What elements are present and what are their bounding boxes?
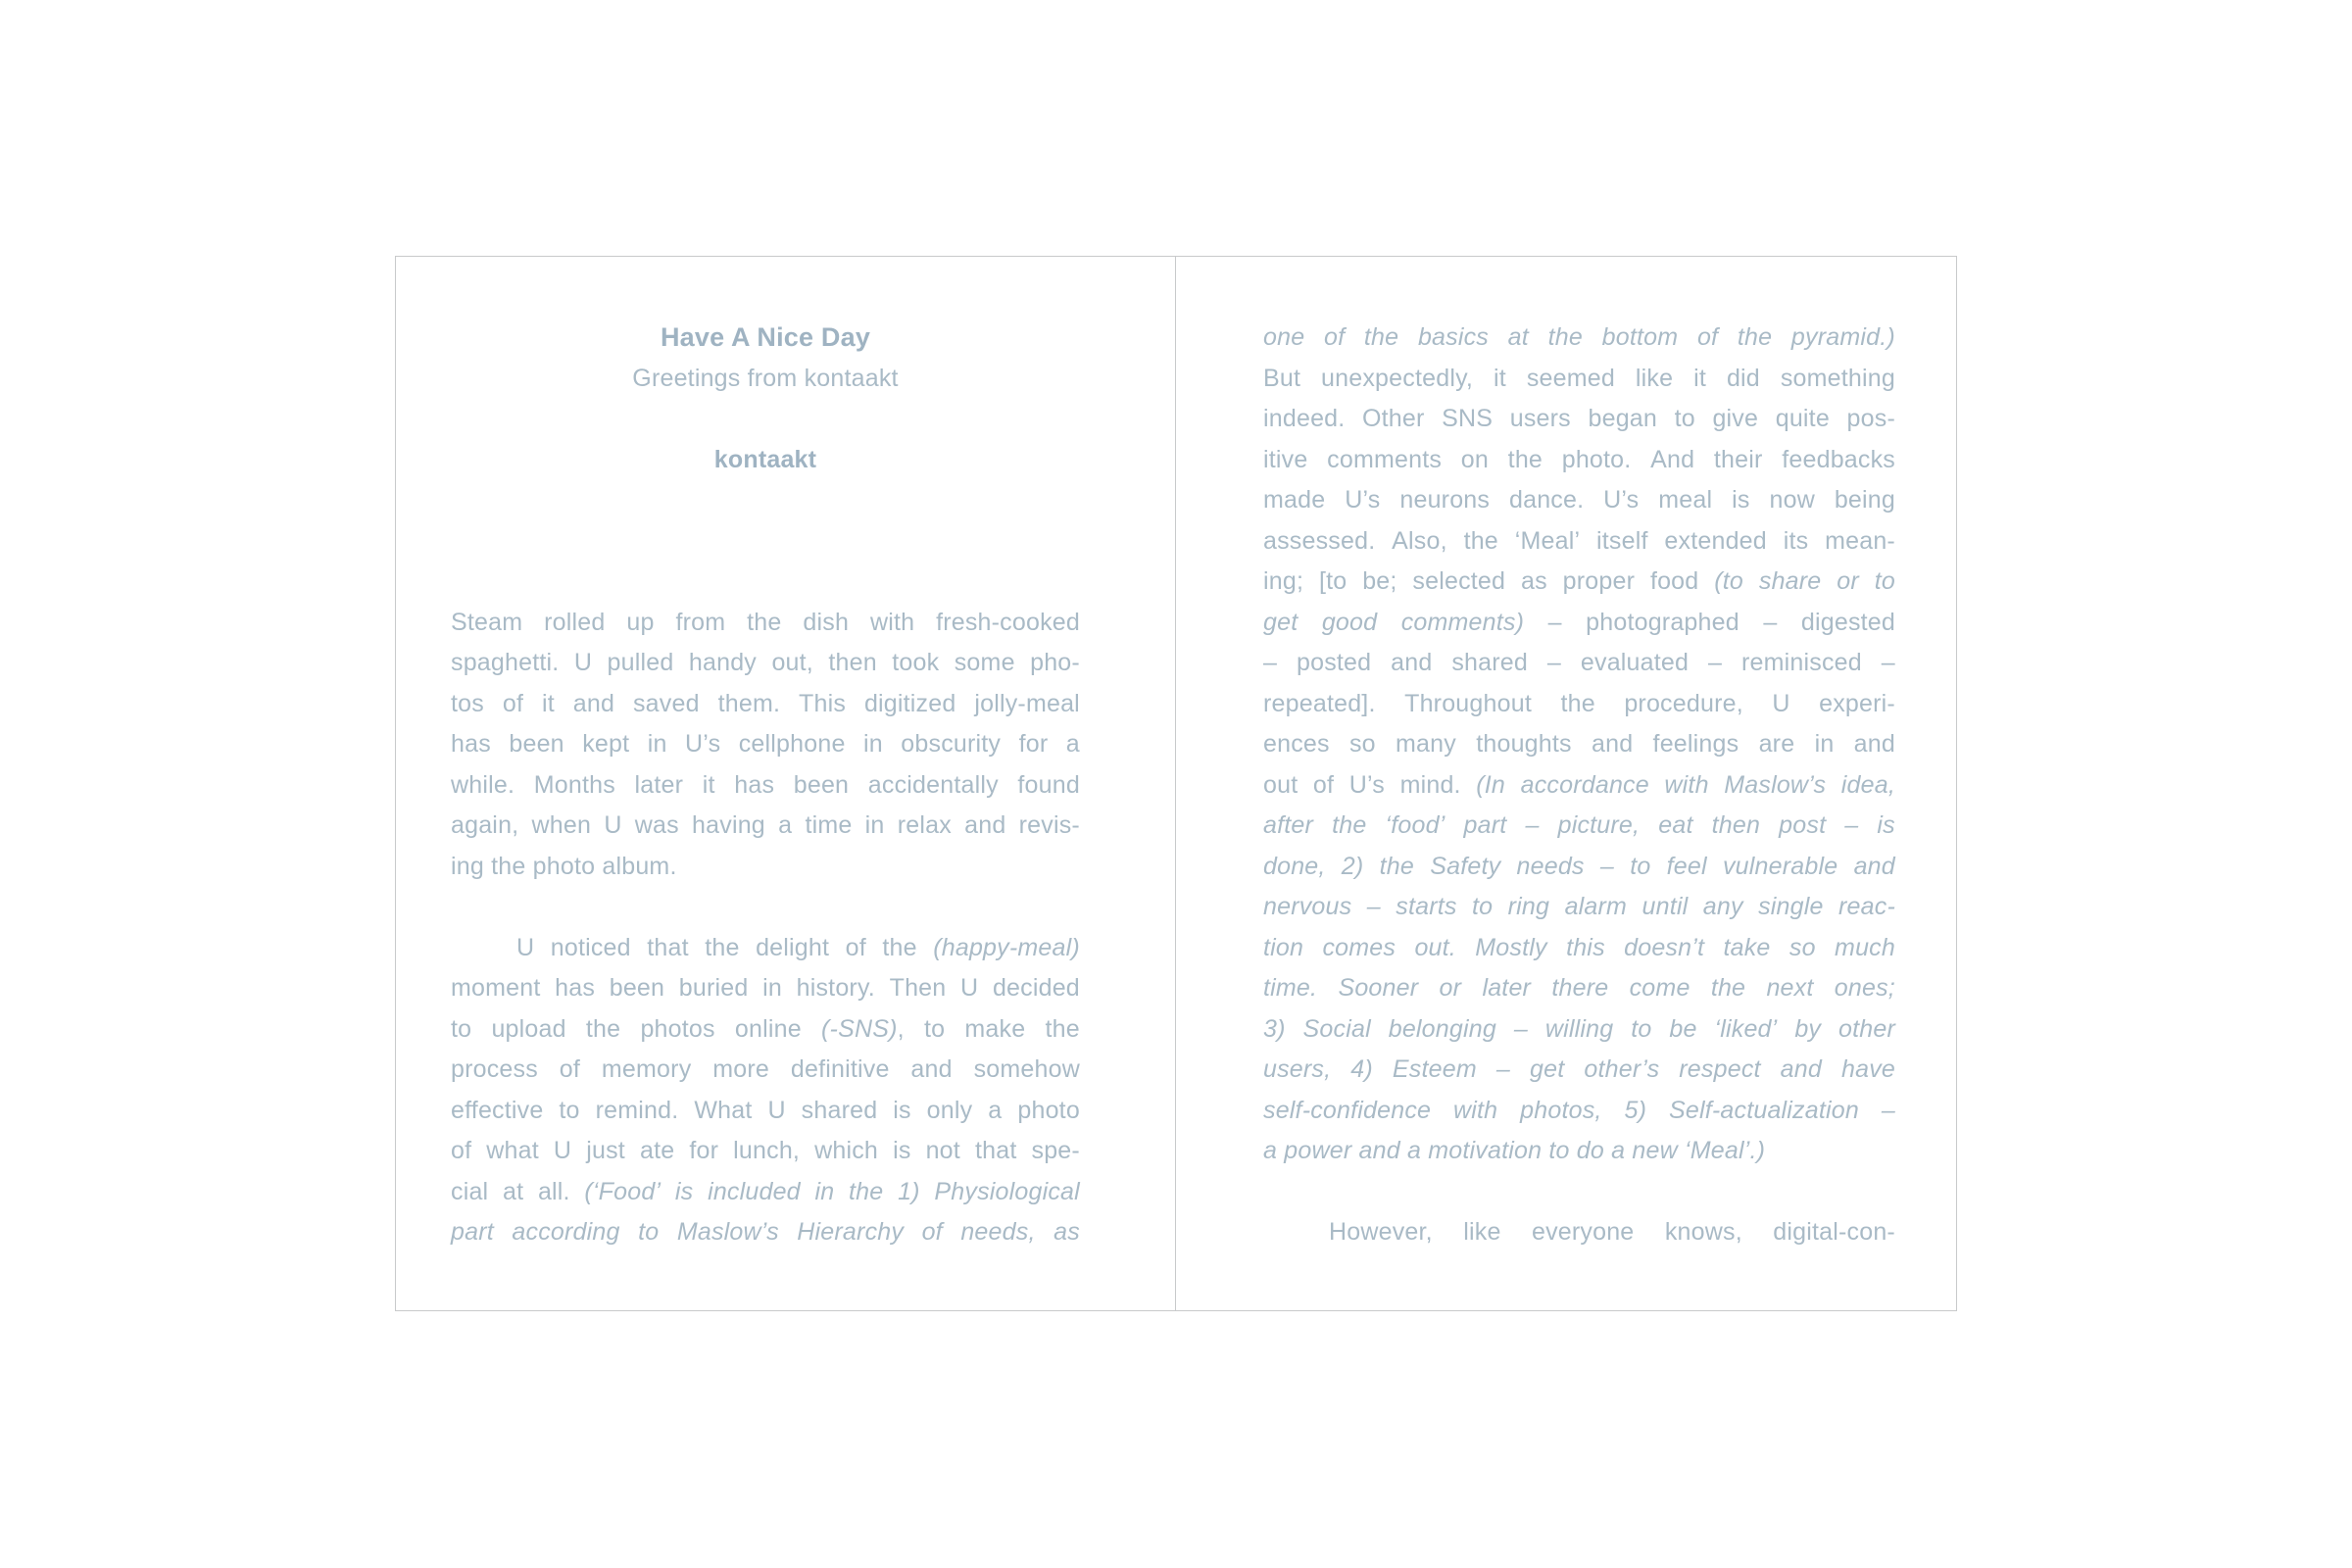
text-line: while. Months later it has been accidentally found (451, 770, 1080, 799)
text-line: ences so many thoughts and feelings are in and (1263, 730, 1895, 758)
right-page-content (1176, 257, 1956, 1310)
text-line: assessed. Also, the ‘Meal’ itself extended its mean- (1263, 526, 1895, 555)
text-line: tos of it and saved them. This digitized jolly-meal (451, 689, 1080, 717)
text-line: users, 4) Esteem – get other’s respect and have (1263, 1055, 1895, 1083)
text-line: However, like everyone knows, digital-con- (1329, 1218, 1895, 1246)
text-line: out of U’s mind. (In accordance with Maslow’s idea, (1263, 770, 1895, 799)
text-line: after the ‘food’ part – picture, eat then post – is (1263, 811, 1895, 839)
paragraph (1263, 1212, 1895, 1253)
text-line: one of the basics at the bottom of the pyramid.) (1263, 323, 1895, 351)
chapter-header (451, 318, 1080, 480)
text-line: part according to Maslow’s Hierarchy of needs, as (451, 1218, 1080, 1246)
text-line: U noticed that the delight of the (happy-meal) (516, 933, 1080, 961)
text-line: moment has been buried in history. Then U decided (451, 974, 1080, 1002)
paragraph (451, 603, 1080, 888)
left-page-body (451, 603, 1080, 1253)
text-line: get good comments) – photographed – digested (1263, 608, 1895, 636)
left-page-content (396, 257, 1175, 1310)
text-line: self-confidence with photos, 5) Self-actualization – (1263, 1096, 1895, 1124)
page-title: Have A Nice Day (660, 322, 871, 352)
text-line: cial at all. (‘Food’ is included in the 1) Physiological (451, 1177, 1080, 1205)
text-line: nervous – starts to ring alarm until any single reac- (1263, 893, 1895, 920)
text-line: process of memory more definitive and somehow (451, 1055, 1080, 1083)
text-line: ing; [to be; selected as proper food (to share or to (1263, 567, 1895, 595)
text-line: effective to remind. What U shared is only a photo (451, 1096, 1080, 1124)
text-line: spaghetti. U pulled handy out, then took some pho- (451, 649, 1080, 676)
text-line: of what U just ate for lunch, which is not that spe- (451, 1137, 1080, 1164)
text-line: But unexpectedly, it seemed like it did something (1263, 364, 1895, 392)
right-page (1176, 256, 1957, 1311)
paragraph (1263, 318, 1895, 1172)
text-line: indeed. Other SNS users began to give quite pos- (1263, 405, 1895, 432)
text-line: 3) Social belonging – willing to be ‘liked’ by other (1263, 1014, 1895, 1043)
author-name: kontaakt (713, 445, 817, 473)
paragraph (451, 928, 1080, 1253)
book-spread (395, 256, 1957, 1311)
text-line: tion comes out. Mostly this doesn’t take so much (1263, 933, 1895, 961)
text-line: time. Sooner or later there come the next ones; (1263, 974, 1895, 1002)
page-subtitle: Greetings from kontaakt (632, 364, 899, 392)
text-line: itive comments on the photo. And their feedbacks (1263, 445, 1895, 473)
text-line: – posted and shared – evaluated – reminisced – (1263, 649, 1895, 676)
left-page (395, 256, 1176, 1311)
text-line: a power and a motivation to do a new ‘Meal’.) (1263, 1137, 1766, 1164)
text-line: again, when U was having a time in relax and revis- (451, 811, 1080, 839)
text-line: Steam rolled up from the dish with fresh-cooked (451, 608, 1080, 636)
text-line: ing the photo album. (451, 852, 677, 880)
text-line: to upload the photos online (-SNS), to make the (451, 1014, 1080, 1043)
text-line: has been kept in U’s cellphone in obscurity for a (451, 730, 1080, 758)
text-line: made U’s neurons dance. U’s meal is now being (1263, 486, 1895, 514)
right-page-body (1263, 318, 1895, 1253)
text-line: done, 2) the Safety needs – to feel vulnerable and (1263, 852, 1895, 880)
text-line: repeated]. Throughout the procedure, U experi- (1263, 689, 1895, 717)
